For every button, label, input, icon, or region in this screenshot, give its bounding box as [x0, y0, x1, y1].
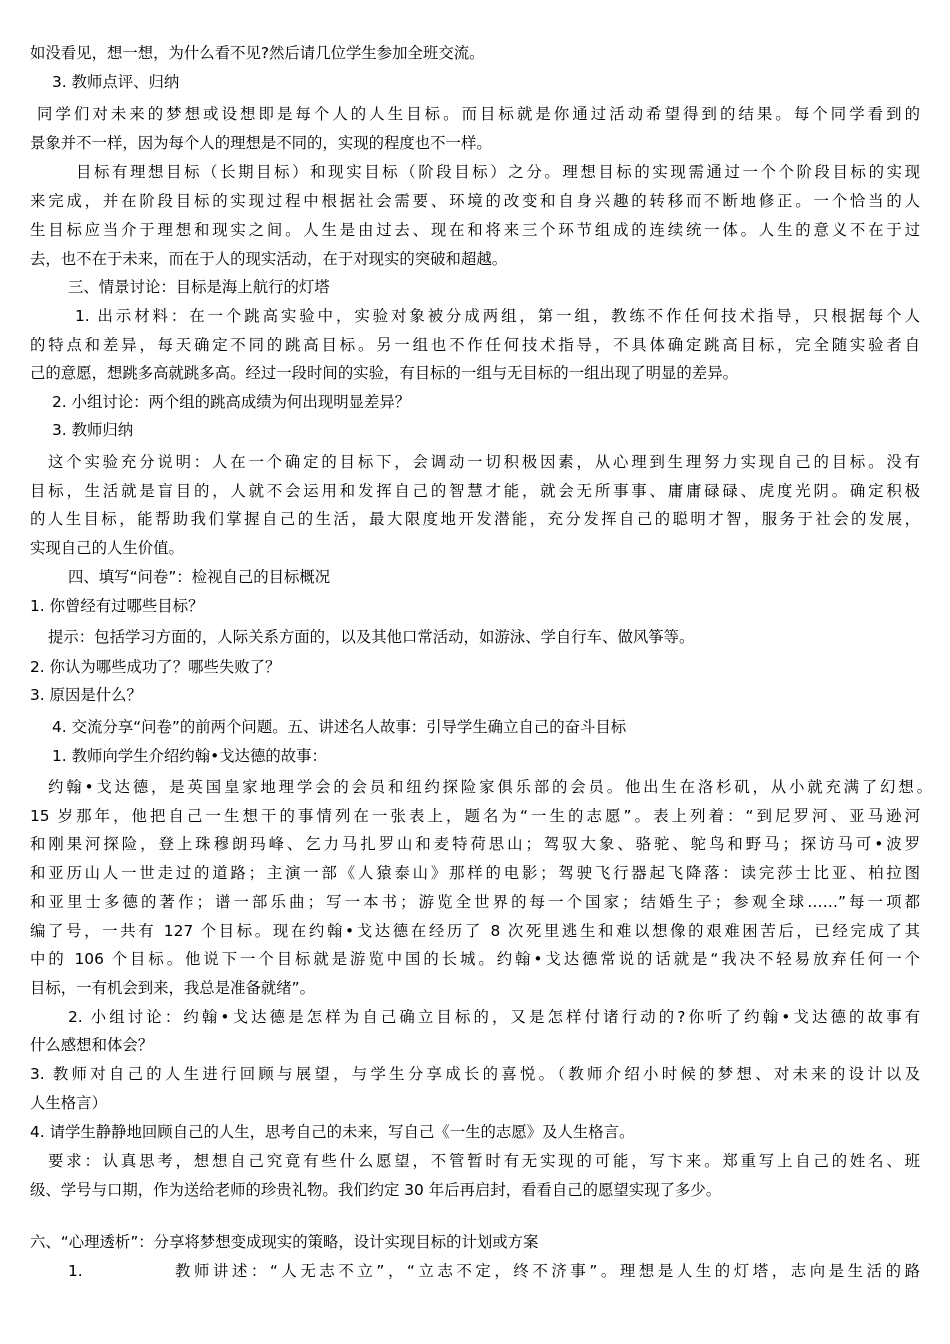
paragraph-line: 的特点和差异，每天确定不同的跳高目标。另一组也不作任何技术指导，不具体确定跳高目标，完全随实验者自	[30, 336, 920, 354]
paragraph-line: 来完成，并在阶段目标的实现过程中根据社会需要、环境的改变和自身兴趣的转移而不断地修正。一个恰当的人	[30, 192, 920, 210]
list-item: 1. 教师向学生介绍约翰•戈达德的故事：	[52, 747, 327, 765]
paragraph-line: 目标有理想目标（长期目标）和现实目标（阶段目标）之分。理想目标的实现需通过一个个阶段目标的实现	[76, 163, 920, 181]
paragraph-line: 实现自己的人生价值。	[30, 539, 184, 557]
paragraph-line: 景象并不一样，因为每个人的理想是不同的，实现的程度也不一样。	[30, 134, 492, 152]
paragraph-line: 编了号，一共有 127 个目标。现在约翰•戈达德在经历了 8 次死里逃生和难以想像的艰难困苦后，已经完成了其	[30, 922, 920, 940]
list-item: 教师讲述：“人无志不立”，“立志不定，终不济事”。理想是人生的灯塔，志向是生活的路	[175, 1262, 920, 1280]
list-item: 4. 请学生静静地回顾自己的人生，思考自己的未来，写自己《一生的志愿》及人生格言。	[30, 1123, 635, 1141]
list-item: 3. 教师归纳	[52, 421, 134, 439]
list-item: 3. 教师点评、归纳	[52, 73, 180, 91]
section-heading: 四、填写“问卷”：检视自己的目标概况	[68, 568, 331, 586]
paragraph-line: 和亚历山人一世走过的道路；主演一部《人猿泰山》那样的电影；驾驶飞行器起飞降落：读完莎士比亚、柏拉图	[30, 864, 920, 882]
list-item: 2. 小组讨论：两个组的跳高成绩为何出现明显差异？	[52, 393, 411, 411]
paragraph-line: 和亚里士多德的著作；谱一部乐曲；写一本书；游览全世界的每一个国家；结婚生子；参观全球……”每一项都	[30, 893, 920, 911]
section-heading: 三、情景讨论：目标是海上航行的灯塔	[68, 278, 330, 296]
paragraph-line: 人生格言）	[30, 1094, 107, 1112]
list-item-number: 1.	[68, 1262, 83, 1280]
paragraph-line: 目标，生活就是盲目的，人就不会运用和发挥自己的智慧才能，就会无所事事、庸庸碌碌、虎度光阴。确定积极	[30, 482, 920, 500]
paragraph-line: 要求：认真思考，想想自己究竟有些什么愿望，不管暂时有无实现的可能，写卞来。郑重写上自己的姓名、班	[48, 1152, 920, 1170]
paragraph-line: 提示：包括学习方面的，人际关系方面的，以及其他口常活动，如游泳、学自行车、做风筝等。	[48, 628, 695, 646]
paragraph-line: 的人生目标，能帮助我们掌握自己的生活，最大限度地开发潜能，充分发挥自己的聪明才智，服务于社会的发展，	[30, 510, 920, 528]
list-item: 3. 原因是什么？	[30, 686, 142, 704]
text-line: 如没看见，想一想，为什么看不见?然后请几位学生参加全班交流。	[30, 44, 485, 62]
paragraph-line: 约翰•戈达德，是英国皇家地理学会的会员和纽约探险家俱乐部的会员。他出生在洛杉矶，从小就充满了幻想。	[48, 778, 932, 796]
paragraph-line: 和刚果河探险，登上珠穆朗玛峰、乞力马扎罗山和麦特荷思山；驾驭大象、骆驼、鸵鸟和野马；探访马可•波罗	[30, 835, 920, 853]
list-item: 4. 交流分享“问卷”的前两个问题。五、讲述名人故事：引导学生确立自己的奋斗目标	[52, 718, 627, 736]
list-item: 1. 出示材料：在一个跳高实验中，实验对象被分成两组，第一组，教练不作任何技术指导，只根据每个人	[75, 307, 920, 325]
paragraph-line: 己的意愿，想跳多高就跳多高。经过一段时间的实验，有目标的一组与无目标的一组出现了明显的差异。	[30, 364, 738, 382]
paragraph-line: 目标，一有机会到来，我总是准备就绪”。	[30, 979, 316, 997]
paragraph-line: 生目标应当介于理想和现实之间。人生是由过去、现在和将来三个环节组成的连续统一体。人生的意义不在于过	[30, 221, 920, 239]
paragraph-line: 什么感想和体会？	[30, 1036, 154, 1054]
list-item: 1. 你曾经有过哪些目标？	[30, 597, 204, 615]
paragraph-line: 去，也不在于未来，而在于人的现实活动，在于对现实的突破和超越。	[30, 250, 508, 268]
list-item: 2. 小组讨论：约翰•戈达德是怎样为自己确立目标的，又是怎样付诸行动的?你听了约翰•戈达德的故事有	[68, 1008, 920, 1026]
list-item: 2. 你认为哪些成功了？哪些失败了？	[30, 658, 281, 676]
paragraph-line: 15 岁那年，他把自己一生想干的事情列在一张表上，题名为“一生的志愿”。表上列着：“到尼罗河、亚马逊河	[30, 807, 920, 825]
paragraph-line: 同学们对未来的梦想或设想即是每个人的人生目标。而目标就是你通过活动希望得到的结果。每个同学看到的	[37, 105, 920, 123]
paragraph-line: 级、学号与口期，作为送给老师的珍贵礼物。我们约定 30 年后再启封，看看自己的愿望实现了多少。	[30, 1181, 722, 1199]
paragraph-line: 中的 106 个目标。他说下一个目标就是游览中国的长城。约翰•戈达德常说的话就是“我决不轻易放弃任何一个	[30, 950, 920, 968]
paragraph-line: 这个实验充分说明：人在一个确定的目标下，会调动一切积极因素，从心理到生理努力实现自己的目标。没有	[48, 453, 920, 471]
section-heading: 六、“心理透析”：分享将梦想变成现实的策略，设计实现目标的计划或方案	[30, 1233, 539, 1251]
list-item: 3. 教师对自己的人生进行回顾与展望，与学生分享成长的喜悦。（教师介绍小时候的梦想、对未来的设计以及	[30, 1065, 920, 1083]
